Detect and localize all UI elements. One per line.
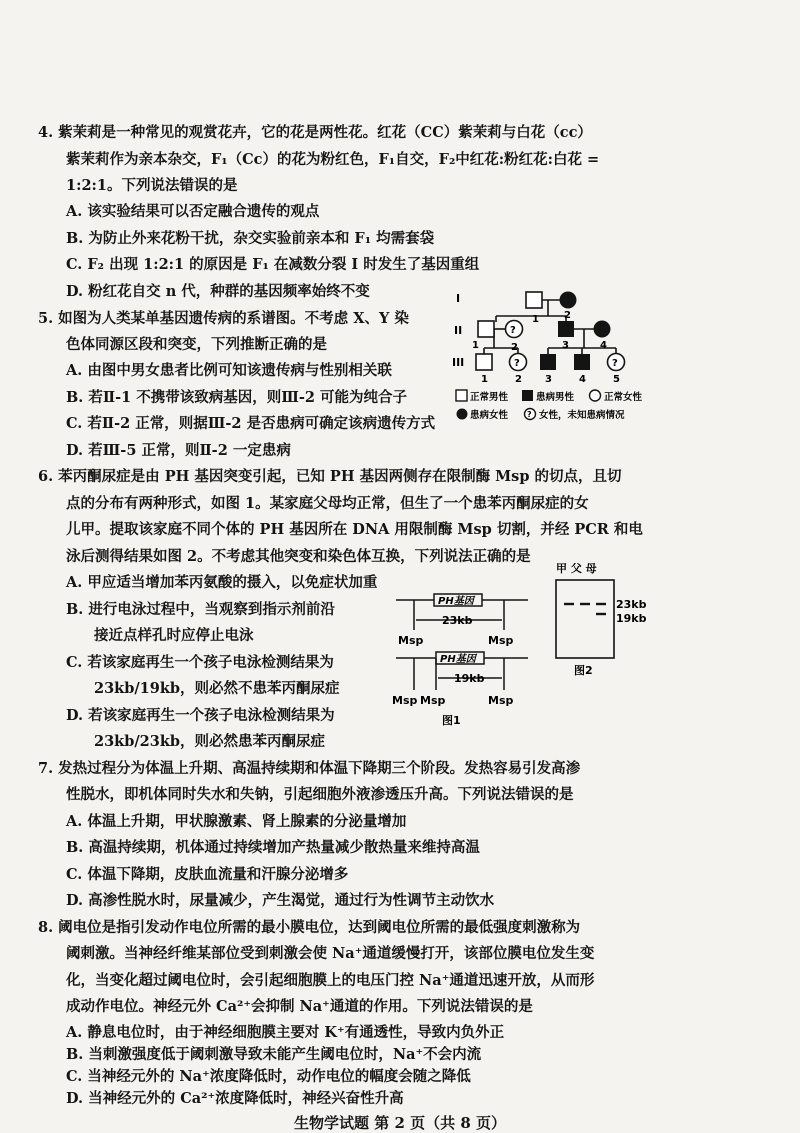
pedigree-i1-normal-male xyxy=(526,292,542,308)
pedigree-ii4-affected-female xyxy=(594,321,611,338)
figure-1-msp-sites xyxy=(392,590,532,760)
q4-stem-line-3: 1:2:1。下列说法错误的是 xyxy=(66,177,238,194)
q7-option-c: C. 体温下降期，皮肤血流量和汗腺分泌增多 xyxy=(66,866,349,883)
pedigree-ii1-label: 1 xyxy=(472,340,479,351)
q8-option-c: C. 当神经元外的 Na⁺浓度降低时，动作电位的幅度会随之降低 xyxy=(66,1068,471,1085)
legend-unknown-female-mark: ? xyxy=(527,410,532,419)
q5-option-c: C. 若Ⅱ-2 正常，则据Ⅲ-2 是否患病可确定该病遗传方式 xyxy=(66,415,436,432)
q6-option-d-line-1: D. 若该家庭再生一个孩子电泳检测结果为 xyxy=(66,707,335,724)
fig1-length-23kb: 23kb xyxy=(442,614,473,627)
legend-unknown-female: 女性，未知患病情况 xyxy=(539,410,625,421)
fig1-msp-site-1: Msp xyxy=(398,634,424,647)
pedigree-iii3-label: 3 xyxy=(545,374,552,385)
legend-affected-female-icon xyxy=(457,409,468,420)
gen-label-3: III xyxy=(452,356,465,369)
fig1-caption: 图1 xyxy=(442,714,461,727)
fig1-msp-site-2: Msp xyxy=(488,634,514,647)
q7-option-d: D. 高渗性脱水时，尿量减少，产生渴觉，通过行为性调节主动饮水 xyxy=(66,892,495,909)
q6-option-b-line-2: 接近点样孔时应停止电泳 xyxy=(94,627,254,644)
q4-option-a: A. 该实验结果可以否定融合遗传的观点 xyxy=(66,203,320,220)
pedigree-iii2-label: 2 xyxy=(515,374,522,385)
q7-stem-line-1: 7. 发热过程分为体温上升期、高温持续期和体温下降期三个阶段。发热容易引发高渗 xyxy=(38,760,581,777)
gen-label-1: I xyxy=(456,292,461,305)
q5-option-d: D. 若Ⅲ-5 正常，则Ⅱ-2 一定患病 xyxy=(66,442,291,459)
q5-option-a: A. 由图中男女患者比例可知该遗传病与性别相关联 xyxy=(66,362,392,379)
q8-stem-line-4: 成动作电位。神经元外 Ca²⁺会抑制 Na⁺通道的作用。下列说法错误的是 xyxy=(66,998,533,1015)
fig2-band-19kb: 19kb xyxy=(616,612,647,625)
q6-stem-line-1: 6. 苯丙酮尿症是由 PH 基因突变引起，已知 PH 基因两侧存在限制酶 Msp 的切点，且切 xyxy=(38,468,622,485)
pedigree-iii1-label: 1 xyxy=(481,374,488,385)
q6-option-b-line-1: B. 进行电泳过程中，当观察到指示剂前沿 xyxy=(66,601,335,618)
pedigree-chart xyxy=(448,282,778,432)
q8-stem-line-2: 阈刺激。当神经纤维某部位受到刺激会使 Na⁺通道缓慢打开，该部位膜电位发生变 xyxy=(66,945,595,962)
pedigree-iii1-normal-male xyxy=(476,354,492,370)
q4-option-d: D. 粉红花自交 n 代，种群的基因频率始终不变 xyxy=(66,283,370,300)
q6-stem-line-4: 泳后测得结果如图 2。不考虑其他突变和染色体互换，下列说法正确的是 xyxy=(66,548,531,565)
q4-stem-line-1: 4. 紫茉莉是一种常见的观赏花卉，它的花是两性花。红花（CC）紫茉莉与白花（cc） xyxy=(38,124,592,141)
fig1-gene-label-2: PH基因 xyxy=(440,654,476,665)
q8-stem-line-3: 化，当变化超过阈电位时，会引起细胞膜上的电压门控 Na⁺通道迅速开放，从而形 xyxy=(66,972,595,989)
q8-stem-line-1: 8. 阈电位是指引发动作电位所需的最小膜电位，达到阈电位所需的最低强度刺激称为 xyxy=(38,919,581,936)
pedigree-iii4-affected-male xyxy=(574,354,590,370)
fig2-lane-labels: 甲 父 母 xyxy=(556,562,597,575)
pedigree-iii4-label: 4 xyxy=(579,374,586,385)
pedigree-i1-label: 1 xyxy=(532,314,539,325)
pedigree-iii2-question: ? xyxy=(514,358,520,369)
q6-stem-line-3: 儿甲。提取该家庭不同个体的 PH 基因所在 DNA 用限制酶 Msp 切割，并经 PCR 和电 xyxy=(66,521,643,538)
legend-normal-female: 正常女性 xyxy=(604,392,643,403)
q6-option-c-line-2: 23kb/19kb，则必然不患苯丙酮尿症 xyxy=(94,680,340,697)
legend-normal-female-icon xyxy=(590,390,601,401)
fig2-band-23kb: 23kb xyxy=(616,598,647,611)
q7-stem-line-2: 性脱水，即机体同时失水和失钠，引起细胞外液渗透压升高。下列说法错误的是 xyxy=(66,786,574,803)
pedigree-iii3-affected-male xyxy=(540,354,556,370)
pedigree-ii3-affected-male xyxy=(558,321,574,337)
legend-affected-female: 患病女性 xyxy=(470,410,509,421)
pedigree-i2-label: 2 xyxy=(564,310,571,321)
legend-normal-male: 正常男性 xyxy=(470,392,509,403)
legend-affected-male: 患病男性 xyxy=(536,392,575,403)
pedigree-iii5-label: 5 xyxy=(613,374,620,385)
q7-option-b: B. 高温持续期，机体通过持续增加产热量减少散热量来维持高温 xyxy=(66,839,480,856)
q5-stem-line-2: 色体同源区段和突变，下列推断正确的是 xyxy=(66,336,327,353)
pedigree-ii3-label: 3 xyxy=(562,340,569,351)
fig1-msp-site-5: Msp xyxy=(488,694,514,707)
figure-2-electrophoresis xyxy=(550,560,650,730)
fig1-msp-site-4: Msp xyxy=(420,694,446,707)
fig1-length-19kb: 19kb xyxy=(454,672,485,685)
fig2-caption: 图2 xyxy=(574,664,593,677)
fig1-msp-site-3: Msp xyxy=(392,694,418,707)
q6-option-d-line-2: 23kb/23kb，则必然患苯丙酮尿症 xyxy=(94,733,326,750)
pedigree-ii2-question: ? xyxy=(510,325,516,336)
q6-option-a: A. 甲应适当增加苯丙氨酸的摄入，以免症状加重 xyxy=(66,574,378,591)
pedigree-ii4-label: 4 xyxy=(600,340,607,351)
pedigree-ii1-normal-male xyxy=(478,321,494,337)
q5-stem-line-1: 5. 如图为人类某单基因遗传病的系谱图。不考虑 X、Y 染 xyxy=(38,310,409,327)
q7-option-a: A. 体温上升期，甲状腺激素、肾上腺素的分泌量增加 xyxy=(66,813,407,830)
legend-normal-male-icon xyxy=(456,390,467,401)
pedigree-i2-affected-female xyxy=(560,292,577,309)
q8-option-a: A. 静息电位时，由于神经细胞膜主要对 K⁺有通透性，导致内负外正 xyxy=(66,1024,505,1041)
page-footer: 生物学试题 第 2 页（共 8 页） xyxy=(294,1114,506,1132)
q4-stem-line-2: 紫茉莉作为亲本杂交，F₁（Cc）的花为粉红色，F₁自交，F₂中红花:粉红花:白花 = xyxy=(66,151,600,168)
q6-option-c-line-1: C. 若该家庭再生一个孩子电泳检测结果为 xyxy=(66,654,334,671)
q4-option-c: C. F₂ 出现 1:2:1 的原因是 F₁ 在减数分裂 I 时发生了基因重组 xyxy=(66,256,480,273)
legend-affected-male-icon xyxy=(522,390,533,401)
q4-option-b: B. 为防止外来花粉干扰，杂交实验前亲本和 F₁ 均需套袋 xyxy=(66,230,435,247)
pedigree-iii5-question: ? xyxy=(612,358,618,369)
fig1-gene-label-1: PH基因 xyxy=(438,596,474,607)
q8-option-d: D. 当神经元外的 Ca²⁺浓度降低时，神经兴奋性升高 xyxy=(66,1090,404,1107)
q6-stem-line-2: 点的分布有两种形式，如图 1。某家庭父母均正常，但生了一个患苯丙酮尿症的女 xyxy=(66,495,589,512)
q8-option-b: B. 当刺激强度低于阈刺激导致未能产生阈电位时，Na⁺不会内流 xyxy=(66,1046,482,1063)
pedigree-ii2-label: 2 xyxy=(511,342,518,353)
gen-label-2: II xyxy=(454,324,463,337)
q5-option-b: B. 若Ⅱ-1 不携带该致病基因，则Ⅲ-2 可能为纯合子 xyxy=(66,389,408,406)
